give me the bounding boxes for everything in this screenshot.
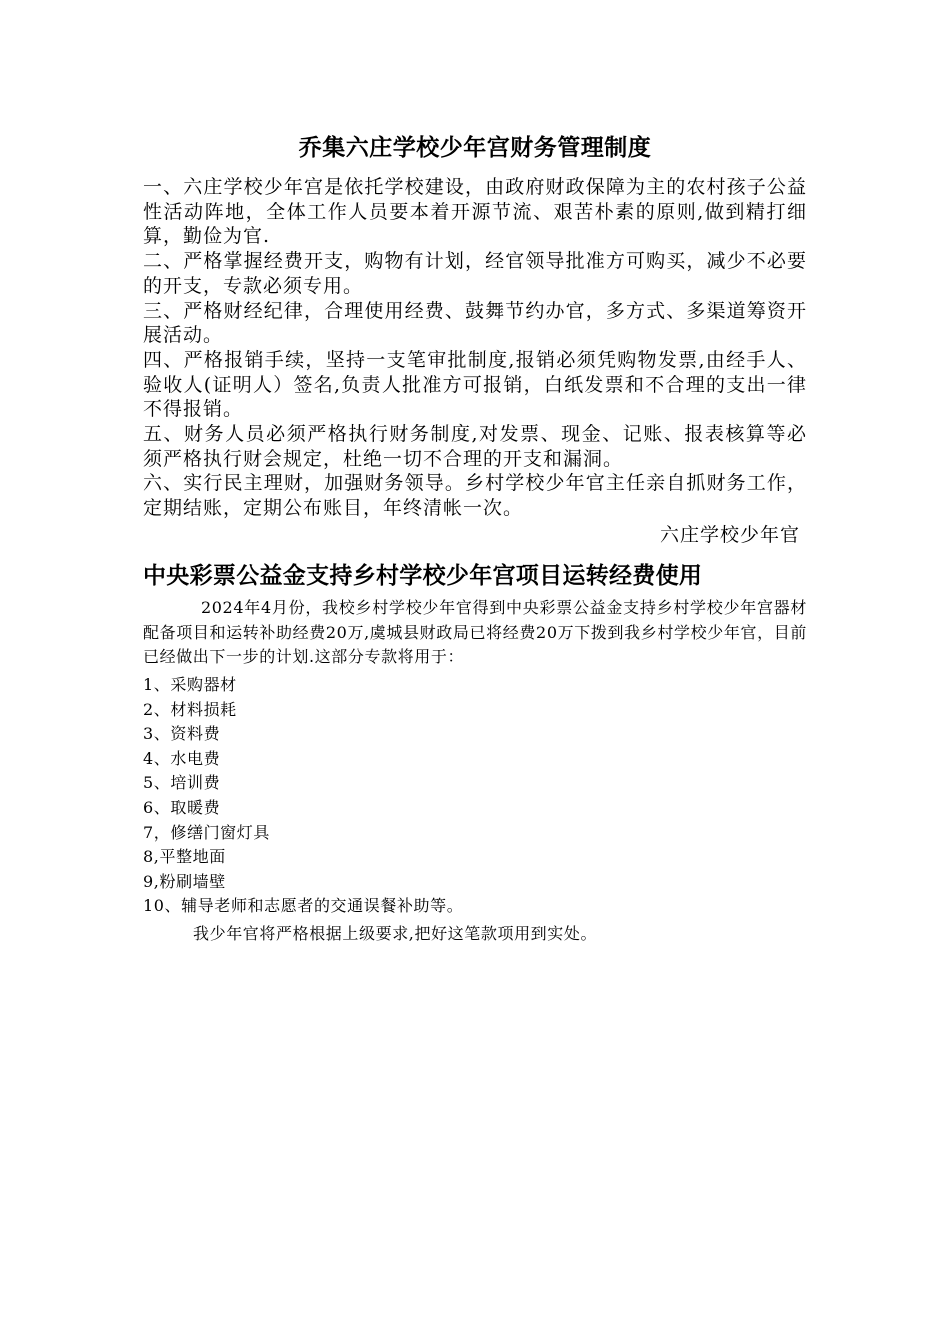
closing-paragraph: 我少年官将严格根据上级要求,把好这笔款项用到实处。 (193, 924, 598, 943)
rule-paragraph: 二、严格掌握经费开支，购物有计划，经官领导批准方可购买，减少不必要的开支，专款必须专用。 (143, 250, 807, 297)
document-title: 乔集六庄学校少年宫财务管理制度 (298, 135, 652, 161)
rule-paragraph: 五、财务人员必须严格执行财务制度,对发票、现金、记账、报表核算等必须严格执行财会规定，杜绝一切不合理的开支和漏洞。 (143, 423, 807, 470)
list-item: 8,平整地面 (143, 847, 226, 867)
expense-list (143, 673, 807, 919)
rule-paragraph: 一、六庄学校少年宫是依托学校建设，由政府财政保障为主的农村孩子公益性活动阵地，全体工作人员要本着开源节流、艰苦朴素的原则,做到精打细算，勤俭为官. (143, 176, 807, 248)
rule-paragraph: 六、实行民主理财，加强财务领导。乡村学校少年官主任亲自抓财务工作，定期结账，定期公布账目，年终清帐一次。 (143, 472, 807, 520)
list-item: 1、采购器材 (143, 675, 237, 694)
section-title: 中央彩票公益金支持乡村学校少年宫项目运转经费使用 (143, 563, 703, 589)
signature: 六庄学校少年官 (659, 524, 800, 546)
list-item: 10、辅导老师和志愿者的交通误餐补助等。 (143, 896, 464, 916)
intro-paragraph (143, 596, 807, 670)
list-item: 4、水电费 (143, 748, 221, 768)
list-item: 3、资料费 (143, 724, 221, 744)
list-item: 2、材料损耗 (143, 699, 237, 719)
list-item: 6、取暖费 (143, 797, 221, 817)
rules-section (143, 175, 807, 521)
rule-paragraph: 四、严格报销手续，坚持一支笔审批制度,报销必须凭购物发票,由经手人、验收人(证明人）签名,负责人批准方可报销，白纸发票和不合理的支出一律不得报销。 (143, 348, 807, 421)
list-item: 5、培训费 (143, 773, 221, 793)
list-item: 9,粉刷墙壁 (143, 871, 226, 891)
rule-paragraph: 三、严格财经纪律，合理使用经费、鼓舞节约办官，多方式、多渠道筹资开展活动。 (143, 299, 807, 347)
list-item: 7，修缮门窗灯具 (143, 822, 270, 842)
intro-text: 2024年4月份，我校乡村学校少年官得到中央彩票公益金支持乡村学校少年宫器材配备项目和运转补助经费20万,虞城县财政局已将经费20万下拨到我乡村学校少年官，目前已经做出下一步的计划.这部分专款将用于： (143, 598, 807, 666)
